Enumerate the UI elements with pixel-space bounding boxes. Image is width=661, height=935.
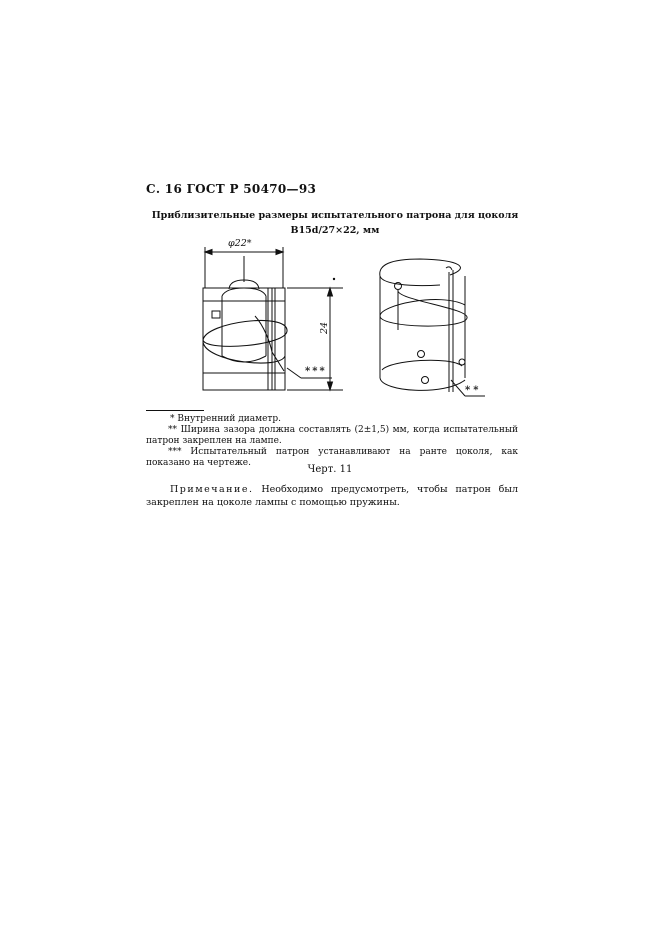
gap-mark-right: ** bbox=[465, 385, 482, 396]
footnote-rule bbox=[146, 410, 204, 411]
footnote-2: ** Ширина зазора должна составлять (2±1,5) мм, когда испытательный патрон закреплен на лампе. bbox=[146, 425, 518, 446]
remark bbox=[146, 483, 518, 509]
figure-label: Черт. 11 bbox=[307, 464, 353, 475]
page-header: С. 16 ГОСТ Р 50470—93 bbox=[146, 182, 317, 196]
remark-text: Необходимо предусмотреть, чтобы патрон был закреплен на цоколе лампы с помощью пружины. bbox=[146, 484, 518, 508]
footnote-3: *** Испытательный патрон устанавливают на ранте цоколя, как показано на чертеже. bbox=[146, 447, 518, 468]
height-label: 24 bbox=[319, 321, 330, 334]
diameter-label: φ22* bbox=[228, 238, 252, 249]
footnotes bbox=[146, 414, 518, 469]
remark-lead: Примечание. bbox=[170, 484, 254, 495]
caption-line-2: В15d/27×22, мм bbox=[290, 225, 380, 236]
footnote-1: * Внутренний диаметр. bbox=[170, 414, 282, 424]
gap-mark-left: *** bbox=[305, 366, 327, 377]
caption-line-1: Приблизительные размеры испытательного патрона для цоколя bbox=[151, 210, 519, 221]
perspective-view bbox=[380, 259, 485, 396]
